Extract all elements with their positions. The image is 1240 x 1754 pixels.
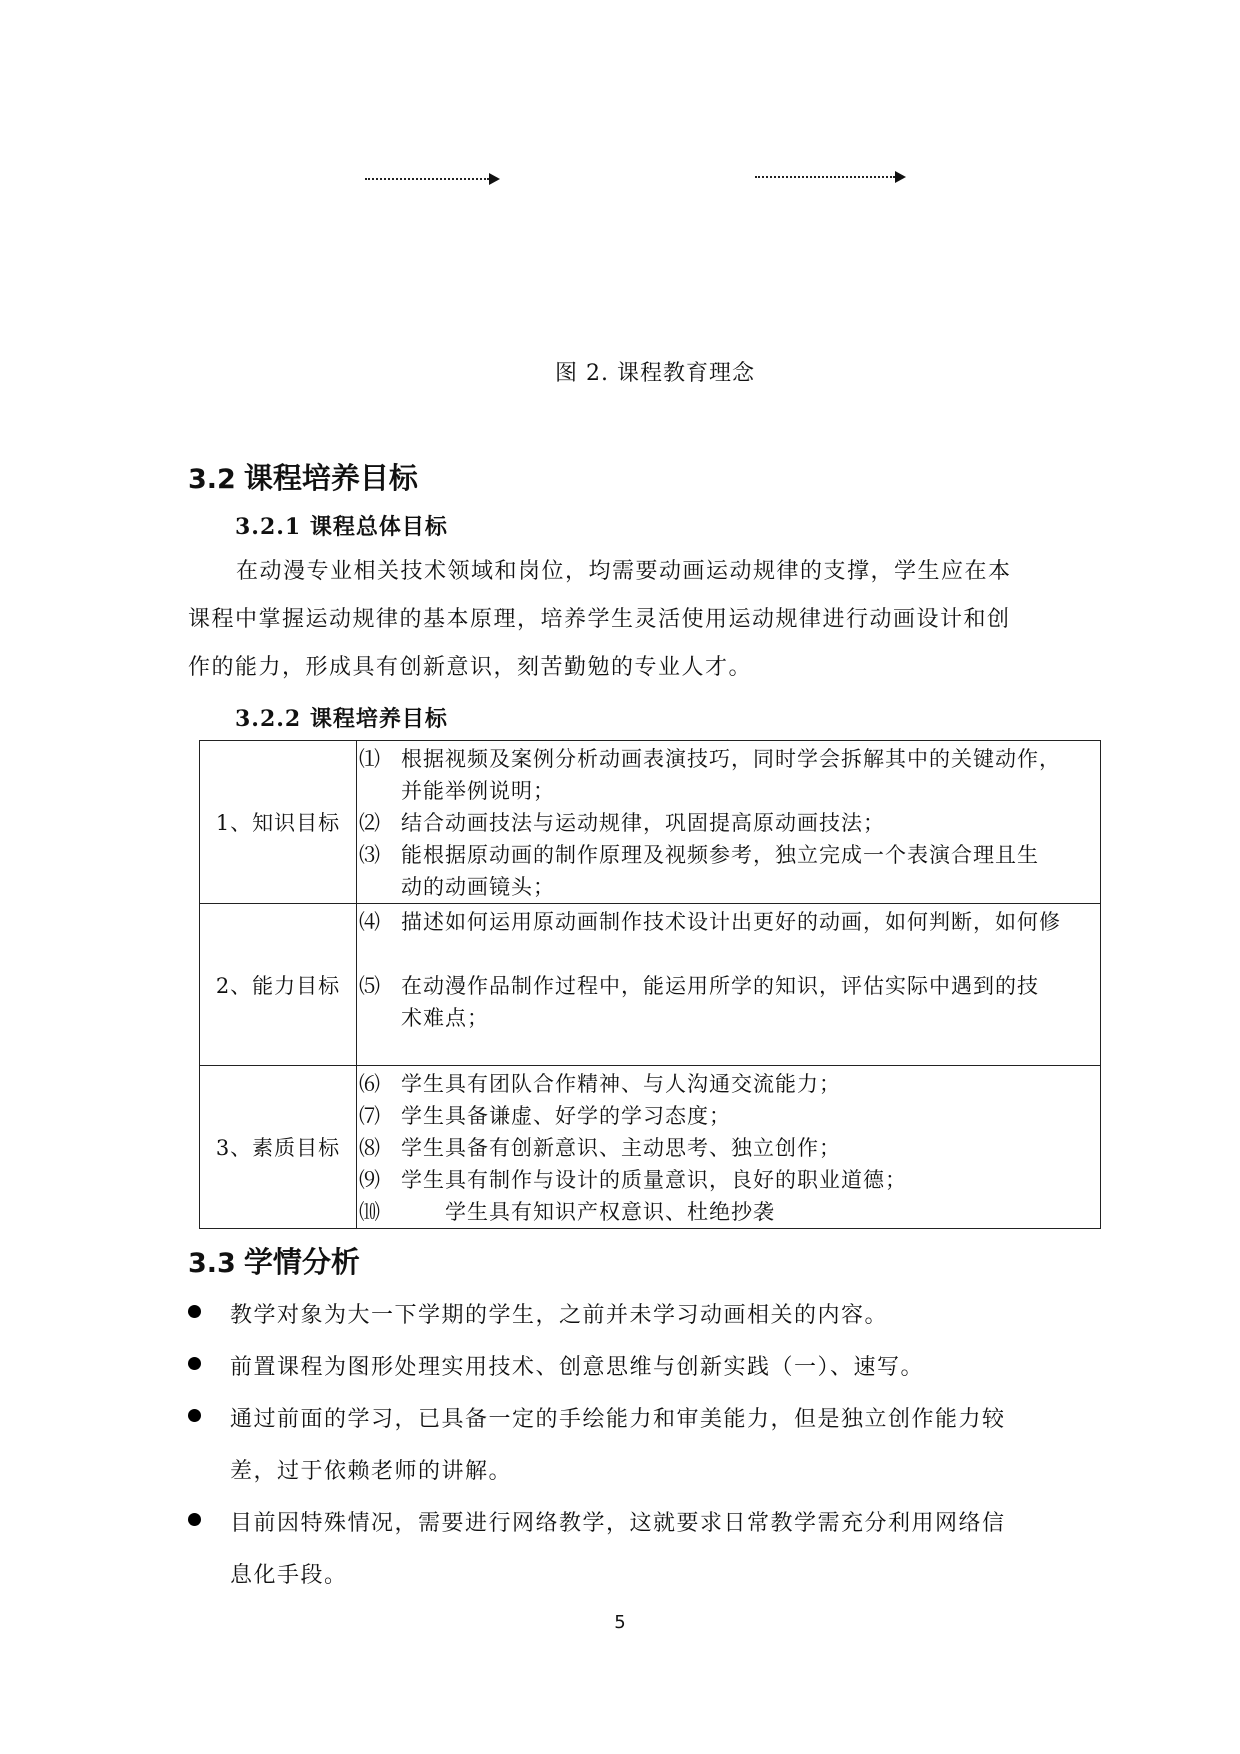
items-cell xyxy=(357,1066,1101,1229)
list-item xyxy=(188,1342,1038,1394)
list-item-text: 差，过于依赖老师的讲解。 xyxy=(230,1459,513,1484)
spacer xyxy=(359,938,1100,970)
list-item-text: 目前因特殊情况，需要进行网络教学，这就要求日常教学需充分利用网络信 xyxy=(230,1511,1006,1536)
section-number: 3.2 xyxy=(188,464,236,495)
item-number: ⑷ xyxy=(359,910,381,934)
item-text: 学生具备谦虚、好学的学习态度； xyxy=(401,1104,731,1128)
list-item-text: 教学对象为大一下学期的学生，之前并未学习动画相关的内容。 xyxy=(230,1303,889,1328)
table-row xyxy=(200,1066,1101,1229)
figure-caption: 图 2. 课程教育理念 xyxy=(555,361,755,386)
section-number: 3.3 xyxy=(188,1248,236,1279)
section-heading-3-3 xyxy=(188,1240,360,1281)
items-cell xyxy=(357,741,1101,904)
goal-item xyxy=(359,906,1100,938)
goal-item xyxy=(359,839,1100,903)
section-title: 课程培养目标 xyxy=(243,461,418,495)
overall-goal-paragraph xyxy=(188,548,1018,692)
item-text: 学生具有知识产权意识、杜绝抄袭 xyxy=(445,1200,775,1224)
item-text: 学生具备有创新意识、主动思考、独立创作； xyxy=(401,1136,841,1160)
item-number: ⑻ xyxy=(359,1136,381,1160)
list-item xyxy=(188,1394,1038,1498)
table-row xyxy=(200,904,1101,1066)
items-cell xyxy=(357,904,1101,1066)
section-title: 学情分析 xyxy=(243,1245,360,1279)
item-text: 术难点； xyxy=(401,1006,489,1030)
item-text: 动的动画镜头； xyxy=(401,875,555,899)
section-heading-3-2 xyxy=(188,456,418,497)
item-number: ⑴ xyxy=(359,747,381,771)
figure-arrow-right xyxy=(755,171,907,183)
item-text: 能根据原动画的制作原理及视频参考，独立完成一个表演合理且生 xyxy=(401,843,1039,867)
item-number: ⑹ xyxy=(359,1072,381,1096)
item-text: 学生具有制作与设计的质量意识，良好的职业道德； xyxy=(401,1168,907,1192)
figure-arrow-left xyxy=(365,173,501,185)
paragraph-line: 课程中掌握运动规律的基本原理，培养学生灵活使用运动规律进行动画设计和创 xyxy=(188,607,1011,632)
goal-item xyxy=(359,970,1100,1034)
item-number: ⑼ xyxy=(359,1168,381,1192)
item-text: 描述如何运用原动画制作技术设计出更好的动画，如何判断，如何修 xyxy=(401,910,1061,934)
item-text: 并能举例说明； xyxy=(401,779,555,803)
bullet-icon xyxy=(188,1305,201,1318)
list-item xyxy=(188,1290,1038,1342)
item-number: ⑶ xyxy=(359,843,381,867)
item-number: ⑵ xyxy=(359,811,381,835)
item-text: 在动漫作品制作过程中，能运用所学的知识，评估实际中遇到的技 xyxy=(401,974,1039,998)
goal-item xyxy=(359,807,1100,839)
bullet-icon xyxy=(188,1357,201,1370)
list-item-text: 前置课程为图形处理实用技术、创意思维与创新实践（一）、速写。 xyxy=(230,1355,925,1380)
page-number: 5 xyxy=(614,1612,626,1633)
item-number: ⑽ xyxy=(359,1200,381,1224)
subsection-heading-3-2-2: 3.2.2 课程培养目标 xyxy=(235,706,448,732)
list-item-text: 通过前面的学习，已具备一定的手绘能力和审美能力，但是独立创作能力较 xyxy=(230,1407,1006,1432)
goal-item xyxy=(359,1164,1100,1196)
table-row xyxy=(200,741,1101,904)
paragraph-line: 作的能力，形成具有创新意识，刻苦勤勉的专业人才。 xyxy=(188,655,753,680)
list-item xyxy=(188,1498,1038,1602)
goal-item xyxy=(359,1068,1100,1100)
item-number: ⑺ xyxy=(359,1104,381,1128)
category-cell: 2、能力目标 xyxy=(200,904,357,1066)
item-text: 结合动画技法与运动规律，巩固提高原动画技法； xyxy=(401,811,885,835)
subsection-heading-3-2-1: 3.2.1 课程总体目标 xyxy=(235,514,448,540)
category-cell: 1、知识目标 xyxy=(200,741,357,904)
bullet-icon xyxy=(188,1409,201,1422)
list-item-text: 息化手段。 xyxy=(230,1563,348,1588)
goal-item xyxy=(359,1100,1100,1132)
item-number: ⑸ xyxy=(359,974,381,998)
item-text: 根据视频及案例分析动画表演技巧，同时学会拆解其中的关键动作， xyxy=(401,747,1061,771)
goal-item xyxy=(359,1196,1100,1228)
goal-item xyxy=(359,1132,1100,1164)
category-cell: 3、素质目标 xyxy=(200,1066,357,1229)
goal-item xyxy=(359,743,1100,807)
goals-table xyxy=(199,740,1101,1229)
learner-analysis-list xyxy=(188,1290,1038,1602)
item-text: 学生具有团队合作精神、与人沟通交流能力； xyxy=(401,1072,841,1096)
paragraph-line: 在动漫专业相关技术领域和岗位，均需要动画运动规律的支撑，学生应在本 xyxy=(236,559,1012,584)
bullet-icon xyxy=(188,1513,201,1526)
